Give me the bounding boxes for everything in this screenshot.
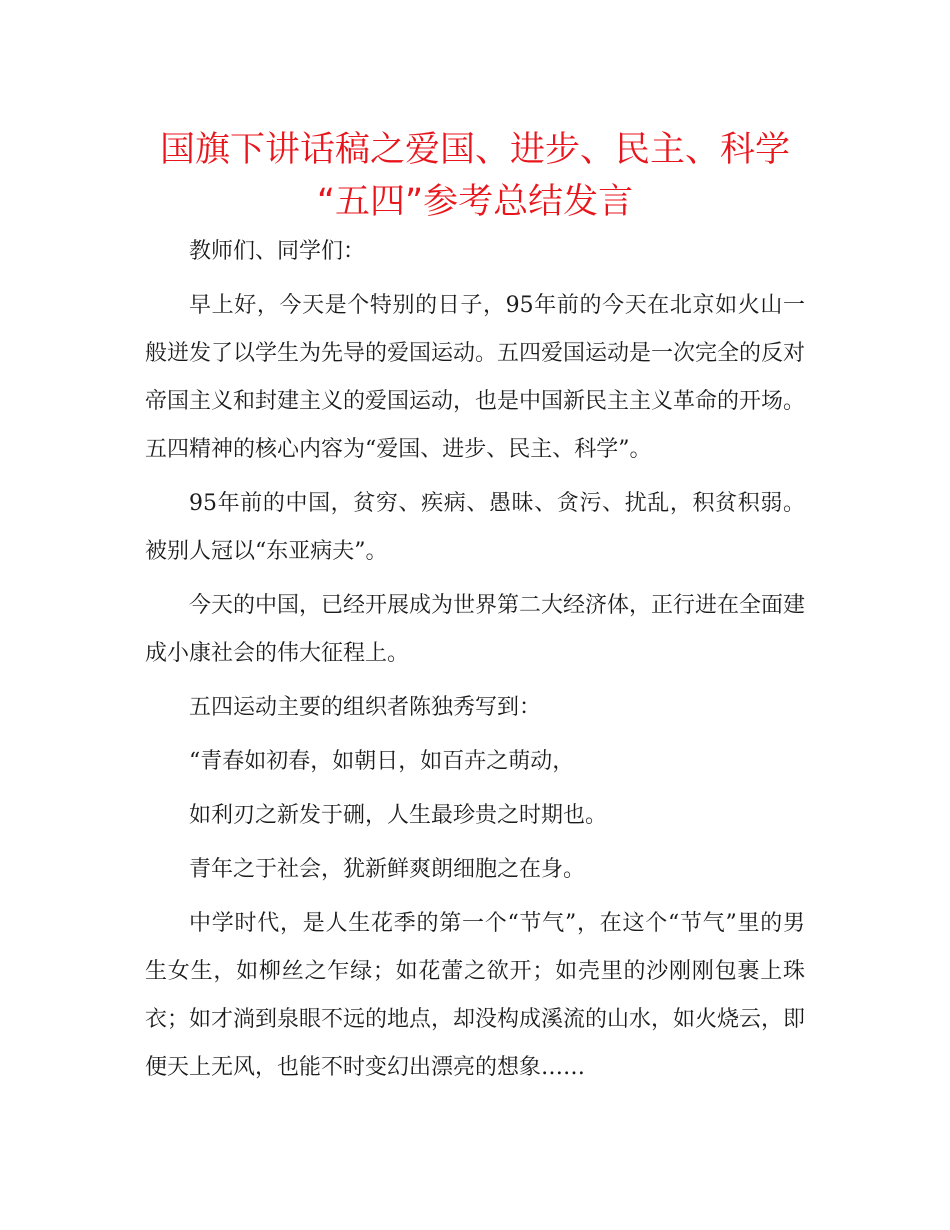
paragraph-quote-line-2: 如利刃之新发于硎，人生最珍贵之时期也。 bbox=[189, 803, 608, 828]
document-title: 国旗下讲话稿之爱国、进步、民主、科学 “五四”参考总结发言 bbox=[159, 130, 790, 222]
paragraph-quote-intro: 五四运动主要的组织者陈独秀写到： bbox=[189, 695, 542, 720]
paragraph-quote-line-1: “青春如初春，如朝日，如百卉之萌动， bbox=[189, 749, 575, 774]
paragraph-middle-school: 中学时代，是人生花季的第一个“节气”，在这个“节气”里的男生女生，如柳丝之乍绿；如花蕾之欲开；如壳里的沙刚刚包裹上珠衣；如才淌到泉眼不远的地点，却没构成溪流的山水，如火烧云，即便天上无风，也能不时变幻出漂亮的想象…… bbox=[145, 911, 806, 1080]
paragraph-opening: 早上好，今天是个特别的日子，95年前的今天在北京如火山一般迸发了以学生为先导的爱国运动。五四爱国运动是一次完全的反对帝国主义和封建主义的爱国运动，也是中国新民主主义革命的开场。五四精神的核心内容为“爱国、进步、民主、科学”。 bbox=[145, 293, 806, 462]
document-body bbox=[145, 228, 805, 1098]
paragraph-greeting: 教师们、同学们： bbox=[189, 239, 366, 264]
paragraph-today-china: 今天的中国，已经开展成为世界第二大经济体，正行进在全面建成小康社会的伟大征程上。 bbox=[145, 593, 806, 666]
paragraph-past-china: 95年前的中国，贫穷、疾病、愚昧、贪污、扰乱，积贫积弱。被别人冠以“东亚病夫”。 bbox=[145, 491, 805, 564]
paragraph-quote-line-3: 青年之于社会，犹新鲜爽朗细胞之在身。 bbox=[189, 857, 586, 882]
